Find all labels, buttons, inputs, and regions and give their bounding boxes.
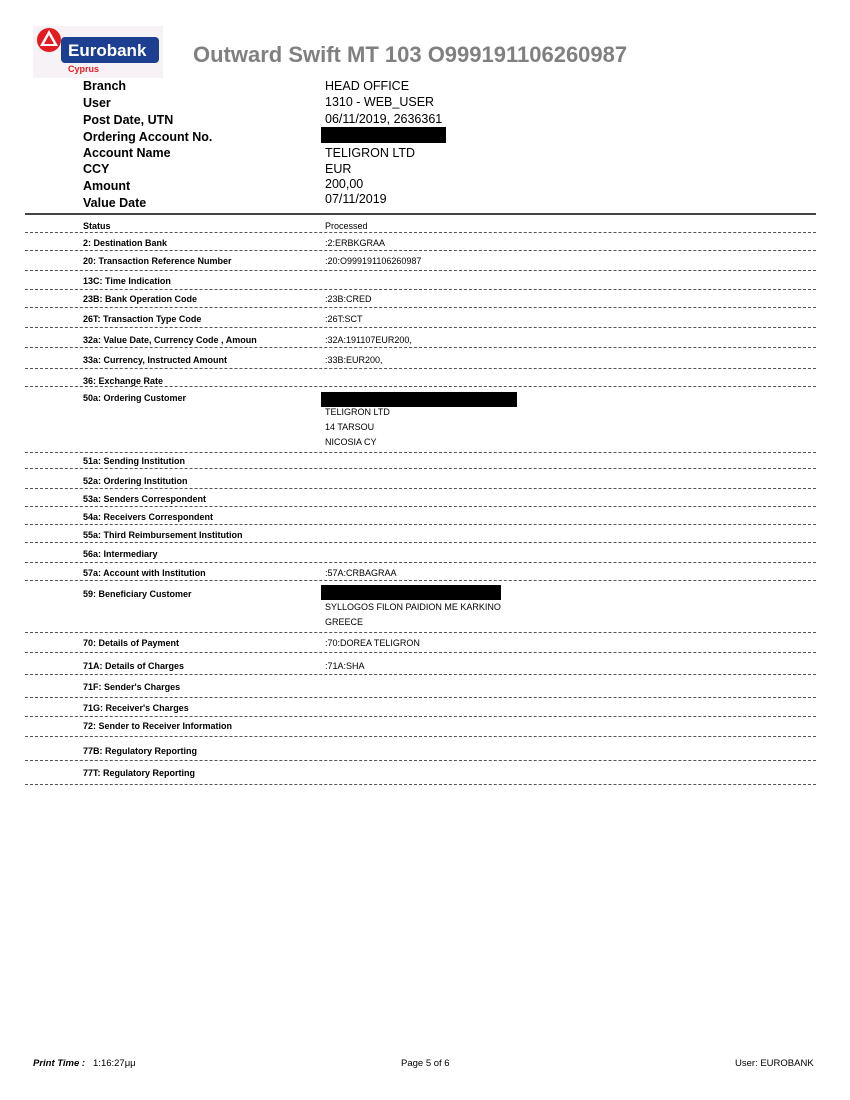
row-separator <box>25 250 816 251</box>
row-separator <box>25 784 816 785</box>
print-time-value: 1:16:27μμ <box>93 1058 136 1069</box>
header-value: EUR <box>325 162 352 176</box>
field-label: 72: Sender to Receiver Information <box>83 721 233 731</box>
header-label: Amount <box>83 179 131 193</box>
page-number: Page 5 of 6 <box>401 1058 450 1069</box>
header-label: User <box>83 96 111 110</box>
header-label: Branch <box>83 79 127 93</box>
row-separator <box>25 386 816 387</box>
header-label: CCY <box>83 162 110 176</box>
header-value: 200,00 <box>325 177 364 191</box>
row-separator <box>25 468 816 469</box>
print-time-label: Print Time : <box>33 1058 86 1069</box>
row-separator <box>25 760 816 761</box>
field-value: :32A:191107EUR200, <box>325 335 412 345</box>
row-separator <box>25 542 816 543</box>
field-value: :71A:SHA <box>325 661 365 671</box>
field-label: 33a: Currency, Instructed Amount <box>83 355 228 365</box>
print-time <box>33 1058 136 1069</box>
header-value: 1310 - WEB_USER <box>325 95 435 109</box>
header-row <box>83 79 823 95</box>
field-value: :2:ERBKGRAA <box>325 238 386 248</box>
header-row <box>83 192 823 212</box>
row-separator <box>25 580 816 581</box>
field-label: 71A: Details of Charges <box>83 661 185 671</box>
row-separator <box>25 652 816 653</box>
field-value: :23B:CRED <box>325 294 372 304</box>
redacted-beneficiary-account <box>321 585 501 600</box>
row-separator <box>25 452 816 453</box>
footer-user: User: EUROBANK <box>735 1058 814 1069</box>
field-value: 14 TARSOU <box>325 422 375 432</box>
field-label: 77T: Regulatory Reporting <box>83 768 196 778</box>
field-label: 23B: Bank Operation Code <box>83 294 198 304</box>
field-label: 56a: Intermediary <box>83 549 158 559</box>
redacted-account-number <box>321 127 446 143</box>
row-separator <box>25 697 816 698</box>
header-value: 06/11/2019, 2636361 <box>325 112 443 126</box>
header-label: Account Name <box>83 146 171 160</box>
header-value: TELIGRON LTD <box>325 146 416 160</box>
row-separator <box>25 307 816 308</box>
header-divider <box>25 213 816 215</box>
row-separator <box>25 562 816 563</box>
row-separator <box>25 488 816 489</box>
field-value: :57A:CRBAGRAA <box>325 568 397 578</box>
row-separator <box>25 232 816 233</box>
field-label: 53a: Senders Correspondent <box>83 494 207 504</box>
field-label: 57a: Account with Institution <box>83 568 206 578</box>
field-label: 52a: Ordering Institution <box>83 476 188 486</box>
header-label: Post Date, UTN <box>83 113 174 127</box>
field-label: 2: Destination Bank <box>83 238 168 248</box>
header-row <box>83 130 823 146</box>
header-value: HEAD OFFICE <box>325 79 410 93</box>
header-label: Ordering Account No. <box>83 130 213 144</box>
header-row <box>83 162 823 178</box>
field-label: 70: Details of Payment <box>83 638 180 648</box>
logo-brand-text: Eurobank <box>68 41 147 60</box>
field-label: 55a: Third Reimbursement Institution <box>83 530 243 540</box>
header-value: 07/11/2019 <box>325 192 387 206</box>
field-value: :70:DOREA TELIGRON <box>325 638 420 648</box>
field-value: :33B:EUR200, <box>325 355 383 365</box>
field-value: :20:O999191106260987 <box>325 256 422 266</box>
document-title: Outward Swift MT 103 O999191106260987 <box>193 42 628 67</box>
header-row <box>83 179 823 195</box>
field-label: 71G: Receiver's Charges <box>83 703 189 713</box>
field-label: 13C: Time Indication <box>83 276 171 286</box>
logo-sub-text: Cyprus <box>68 64 100 74</box>
field-label: Status <box>83 221 111 231</box>
row-separator <box>25 506 816 507</box>
field-label: 26T: Transaction Type Code <box>83 314 202 324</box>
header-label: Value Date <box>83 196 147 210</box>
field-label: 20: Transaction Reference Number <box>83 256 232 266</box>
field-value: Processed <box>325 221 368 231</box>
header-row <box>83 113 823 129</box>
row-separator <box>25 368 816 369</box>
header-row <box>83 96 823 112</box>
field-label: 51a: Sending Institution <box>83 456 186 466</box>
field-label: 59: Beneficiary Customer <box>83 589 192 599</box>
field-value: TELIGRON LTD <box>325 407 390 417</box>
row-separator <box>25 327 816 328</box>
field-label: 50a: Ordering Customer <box>83 393 187 403</box>
field-value: GREECE <box>325 617 364 627</box>
eurobank-logo <box>33 26 163 78</box>
row-separator <box>25 736 816 737</box>
redacted-ordering-account <box>321 392 517 407</box>
field-label: 32a: Value Date, Currency Code , Amoun <box>83 335 257 345</box>
field-label: 36: Exchange Rate <box>83 376 164 386</box>
row-separator <box>25 524 816 525</box>
field-value: NICOSIA CY <box>325 437 377 447</box>
header-row <box>83 146 823 162</box>
row-separator <box>25 289 816 290</box>
field-label: 54a: Receivers Correspondent <box>83 512 214 522</box>
row-separator <box>25 632 816 633</box>
row-separator <box>25 716 816 717</box>
field-label: 77B: Regulatory Reporting <box>83 746 198 756</box>
row-separator <box>25 674 816 675</box>
row-separator <box>25 347 816 348</box>
field-value: :26T:SCT <box>325 314 363 324</box>
row-separator <box>25 270 816 271</box>
field-label: 71F: Sender's Charges <box>83 682 181 692</box>
field-value: SYLLOGOS FILON PAIDION ME KARKINO <box>325 602 501 612</box>
